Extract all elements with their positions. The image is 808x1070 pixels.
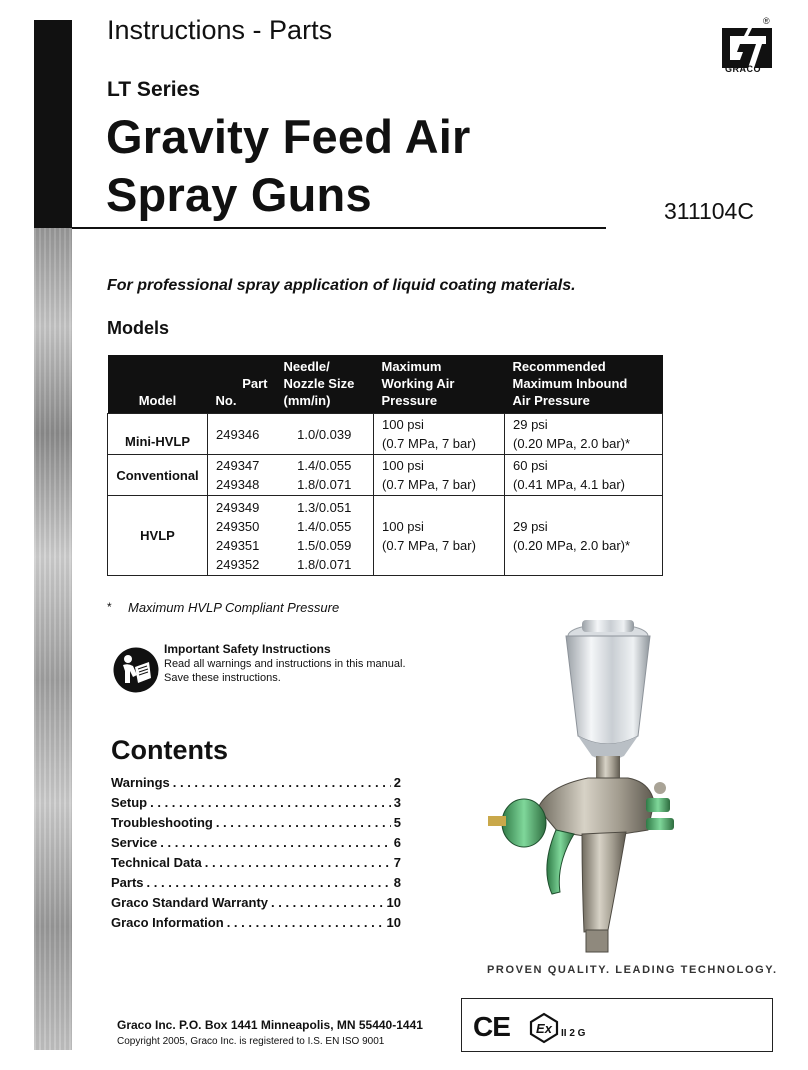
col-model: Model (108, 355, 208, 414)
part-cell: 249347 249348 (208, 455, 276, 496)
slogan: PROVEN QUALITY. LEADING TECHNOLOGY. (487, 964, 778, 976)
contents-heading: Contents (111, 735, 228, 765)
company-address: Graco Inc. P.O. Box 1441 Minneapolis, MN 55440-1441 (117, 1018, 423, 1032)
part-cell: 249346 (208, 414, 276, 455)
title-line-1: Gravity Feed Air (106, 110, 471, 163)
safety-text-1: Read all warnings and instructions in this manual. (164, 658, 406, 670)
recommended-pressure-cell: 29 psi (0.20 MPa, 2.0 bar)* (505, 414, 663, 455)
recommended-pressure-cell: 29 psi (0.20 MPa, 2.0 bar)* (505, 496, 663, 576)
model-cell: Conventional (108, 455, 208, 496)
title-line-2: Spray Guns (106, 168, 372, 221)
left-texture-bar (34, 228, 72, 1050)
footnote-mark: * (107, 600, 112, 614)
table-header-row (108, 355, 663, 414)
document-number: 311104C (664, 198, 754, 224)
size-cell: 1.4/0.055 1.8/0.071 (276, 455, 374, 496)
read-manual-icon (113, 647, 159, 693)
registered-mark: ® (763, 16, 770, 26)
toc-item-parts[interactable]: Parts . . . 8 (111, 875, 401, 895)
toc-item-warranty[interactable]: Graco Standard Warranty . . . 10 (111, 895, 401, 915)
toc-item-technical-data[interactable]: Technical Data . . . 7 (111, 855, 401, 875)
document-type: Instructions - Parts (107, 15, 333, 45)
max-pressure-cell: 100 psi (0.7 MPa, 7 bar) (374, 496, 505, 576)
model-cell: Mini-HVLP (108, 414, 208, 455)
atex-ex-icon (528, 1012, 560, 1044)
table-row (108, 496, 663, 576)
model-cell: HVLP (108, 496, 208, 576)
atex-class: II 2 G (561, 1028, 586, 1039)
size-cell: 1.0/0.039 (276, 414, 374, 455)
table-row (108, 455, 663, 496)
toc-item-service[interactable]: Service . . . 6 (111, 835, 401, 855)
footnote: Maximum HVLP Compliant Pressure (128, 600, 340, 615)
models-heading: Models (107, 318, 170, 338)
models-table (107, 355, 663, 576)
col-recommended-pressure: Recommended Maximum Inbound Air Pressure (505, 355, 663, 414)
max-pressure-cell: 100 psi (0.7 MPa, 7 bar) (374, 455, 505, 496)
col-needle-size: Needle/ Nozzle Size (mm/in) (276, 355, 374, 414)
toc-item-warnings[interactable]: Warnings . . . 2 (111, 775, 401, 795)
max-pressure-cell: 100 psi (0.7 MPa, 7 bar) (374, 414, 505, 455)
size-cell: 1.3/0.051 1.4/0.055 1.5/0.059 1.8/0.071 (276, 496, 374, 576)
toc-item-graco-information[interactable]: Graco Information . . . 10 (111, 915, 401, 935)
recommended-pressure-cell: 60 psi (0.41 MPa, 4.1 bar) (505, 455, 663, 496)
spray-gun-image (478, 618, 708, 960)
left-black-bar (34, 20, 72, 228)
safety-text-2: Save these instructions. (164, 672, 281, 684)
safety-title: Important Safety Instructions (164, 642, 331, 656)
part-cell: 249349 249350 249351 249352 (208, 496, 276, 576)
tagline: For professional spray application of liquid coating materials. (107, 277, 576, 294)
col-part-no: Part No. (208, 355, 276, 414)
ce-mark-icon: CE (473, 1011, 510, 1042)
table-of-contents (111, 775, 401, 935)
series-label: LT Series (107, 78, 200, 101)
svg-text:Ex: Ex (536, 1021, 552, 1036)
brand-wordmark: GRACO (725, 64, 761, 74)
title-divider (72, 227, 606, 229)
page-title (106, 108, 471, 224)
col-max-working-pressure: Maximum Working Air Pressure (374, 355, 505, 414)
toc-item-troubleshooting[interactable]: Troubleshooting . . . 5 (111, 815, 401, 835)
toc-item-setup[interactable]: Setup . . . 3 (111, 795, 401, 815)
table-row (108, 414, 663, 455)
copyright: Copyright 2005, Graco Inc. is registered to I.S. EN ISO 9001 (117, 1036, 385, 1047)
